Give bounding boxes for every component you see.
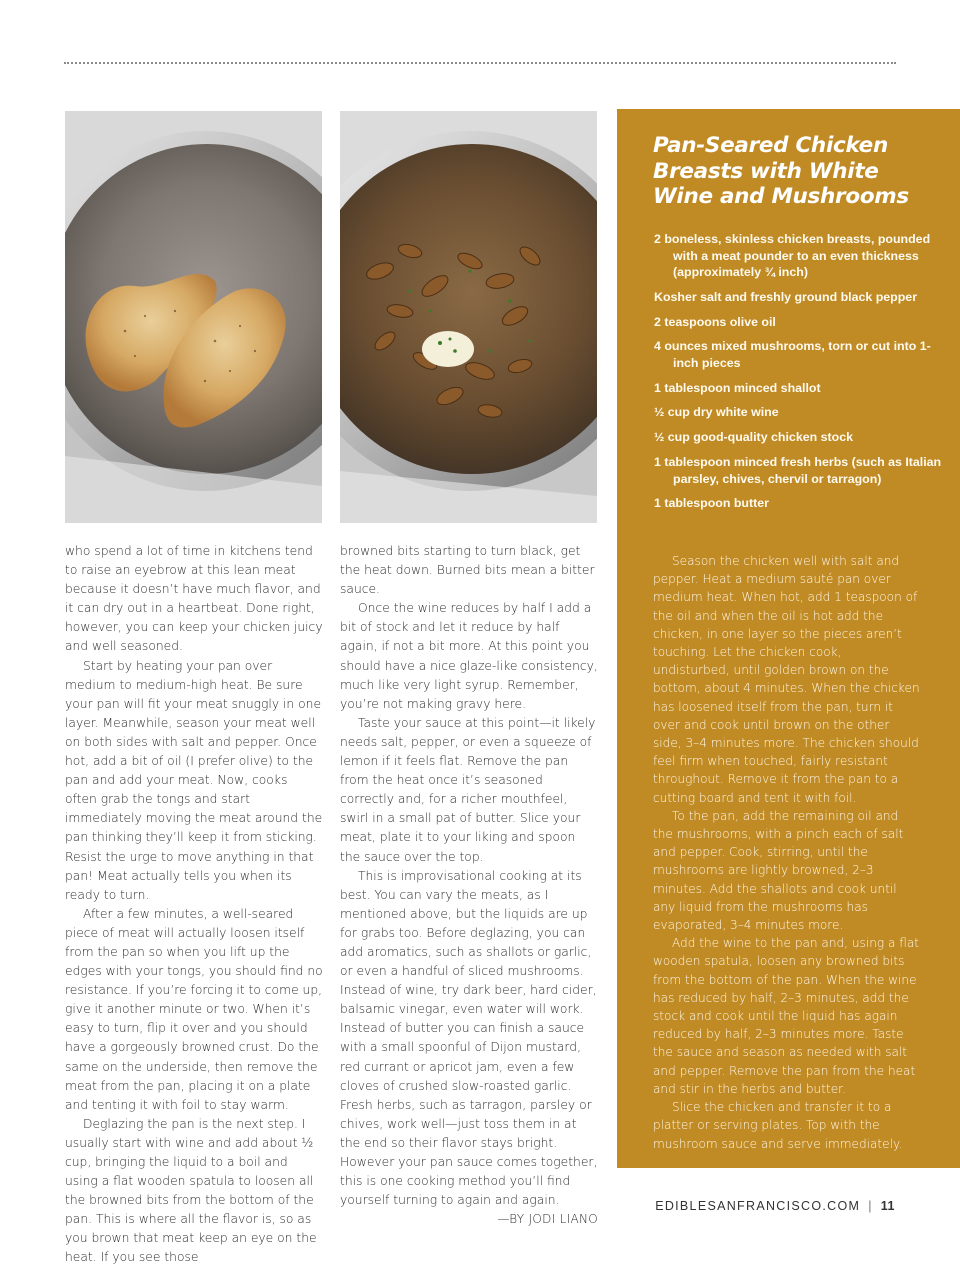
method-step: Add the wine to the pan and, using a flat wooden spatula, loosen any browned bits from the bottom of the pan. When the wine has reduced by half, 2–3 minutes, add the stock and cook until the liquid has again reduced by half, 2–3 minutes more. Taste the sauce and season as needed with salt and pepper. Remove the pan from the heat and stir in the herbs and butter. bbox=[653, 936, 919, 1096]
recipe-method bbox=[653, 552, 921, 1153]
method-step: Slice the chicken and transfer it to a platter or serving plates. Top with the mushroom sauce and serve immediately. bbox=[653, 1100, 903, 1151]
article-paragraph: who spend a lot of time in kitchens tend to raise an eyebrow at this lean meat because it doesn’t have much flavor, and it can dry out in a heartbeat. Done right, however, you can keep your chicken juicy and well seasoned. bbox=[65, 544, 323, 654]
footer-site: EDIBLESANFRANCISCO.COM bbox=[655, 1199, 861, 1213]
article-paragraph: Deglazing the pan is the next step. I usually start with wine and add about ½ cup, bringing the liquid to a boil and using a flat wooden spatula to loosen all the browned bits from the bottom of the pan. This is where all the flavor is, so as you brown that meat keep an eye on the heat. If you see those bbox=[65, 1116, 317, 1265]
page-footer bbox=[655, 1199, 895, 1213]
ingredient-item: 2 teaspoons olive oil bbox=[654, 314, 776, 329]
byline: —BY JODI LIANO bbox=[497, 1212, 598, 1227]
footer-separator: | bbox=[868, 1199, 873, 1213]
article-paragraph: After a few minutes, a well-seared piece of meat will actually loosen itself from the pan so when you lift up the edges with your tongs, you should find no resistance. If you’re forcing it to come up, give it another minute or two. When it’s easy to turn, flip it over and you should have a gorgeously browned crust. Do the same on the underside, then remove the meat from the pan, placing it on a plate and tenting it with foil to stay warm. bbox=[65, 906, 323, 1112]
ingredient-item: ½ cup good-quality chicken stock bbox=[654, 430, 853, 445]
article-paragraph: Taste your sauce at this point—it likely needs salt, pepper, or even a squeeze of lemon if it feels flat. Remove the pan from the heat once it’s seasoned correctly and, for a richer mouthfeel, swirl in a small pat of butter. Slice your meat, plate it to your liking and spoon the sauce over the top. bbox=[340, 715, 596, 864]
ingredient-item: ½ cup dry white wine bbox=[654, 405, 779, 420]
page-number: 11 bbox=[880, 1199, 895, 1213]
ingredient-item: 1 tablespoon minced shallot bbox=[654, 380, 821, 395]
recipe-sidebar bbox=[617, 109, 960, 1168]
article-column-1 bbox=[65, 542, 323, 1268]
ingredient-item: 1 tablespoon minced fresh herbs (such as Italian parsley, chives, chervil or tarragon) bbox=[654, 455, 942, 486]
ingredient-item: 2 boneless, skinless chicken breasts, pounded with a meat pounder to an even thickness (approximately ¾ inch) bbox=[654, 232, 931, 279]
recipe-title: Pan-Seared Chicken Breasts with White Wine and Mushrooms bbox=[653, 133, 909, 209]
ingredient-list bbox=[654, 231, 944, 520]
photo-seared-chicken bbox=[65, 111, 322, 523]
ingredient-item: 1 tablespoon butter bbox=[654, 496, 769, 511]
article-paragraph: Once the wine reduces by half I add a bit of stock and let it reduce by half again, if not a bit more. At this point you should have a nice glaze-like consistency, much like very light syrup. Remember, you’re not making gravy here. bbox=[340, 601, 598, 711]
method-step: To the pan, add the remaining oil and the mushrooms, with a pinch each of salt and pepper. Cook, stirring, until the mushrooms are lightly browned, 2–3 minutes. Add the shallots and cook until any liquid from the mushrooms has evaporated, 3–4 minutes more. bbox=[653, 808, 904, 933]
method-step: Season the chicken well with salt and pepper. Heat a medium sauté pan over medium heat. When hot, add 1 teaspoon of the oil and when the oil is hot add the chicken, in one layer so the pieces aren’t touching. Let the chicken cook, undisturbed, until golden brown on the bottom, about 4 minutes. When the chicken has loosened itself from the pan, turn it over and cook until brown on the other side, 3–4 minutes more. The chicken should feel firm when touched, fairly resistant throughout. Remove it from the pan to a cutting board and tent it with foil. bbox=[653, 554, 920, 805]
ingredient-item: Kosher salt and freshly ground black pepper bbox=[654, 289, 918, 304]
article-column-2 bbox=[340, 542, 598, 1229]
top-dotted-rule bbox=[64, 62, 896, 64]
ingredient-item: 4 ounces mixed mushrooms, torn or cut into 1-inch pieces bbox=[654, 339, 931, 370]
article-paragraph: Start by heating your pan over medium to medium-high heat. Be sure your pan will fit your meat snuggly in one layer. Meanwhile, season your meat well on both sides with salt and pepper. Once hot, add a bit of oil (I prefer olive) to the pan and add your meat. Now, cooks often grab the tongs and start immediately moving the meat around the pan thinking they’ll keep it from sticking. Resist the urge to move anything in that pan! Meat actually tells you when its ready to turn. bbox=[65, 658, 323, 902]
article-paragraph: browned bits starting to turn black, get the heat down. Burned bits mean a bitter sauce. bbox=[340, 544, 595, 597]
article-paragraph: This is improvisational cooking at its best. You can vary the meats, as I mentioned above, but the liquids are up for grabs too. Before deglazing, you can add aromatics, such as shallots or garlic, or even a handful of sliced mushrooms. Instead of wine, try dark beer, hard cider, balsamic vinegar, even water will work. Instead of butter you can finish a sauce with a small spoonful of Dijon mustard, red currant or apricot jam, even a few cloves of crushed slow-roasted garlic. Fresh herbs, such as tarragon, parsley or chives, work well—just toss them in at the end so their flavor stays bright. However your pan sauce comes together, this is one cooking method you’ll find yourself turning to again and again. bbox=[340, 868, 598, 1208]
photo-mushroom-pan-sauce bbox=[340, 111, 597, 523]
